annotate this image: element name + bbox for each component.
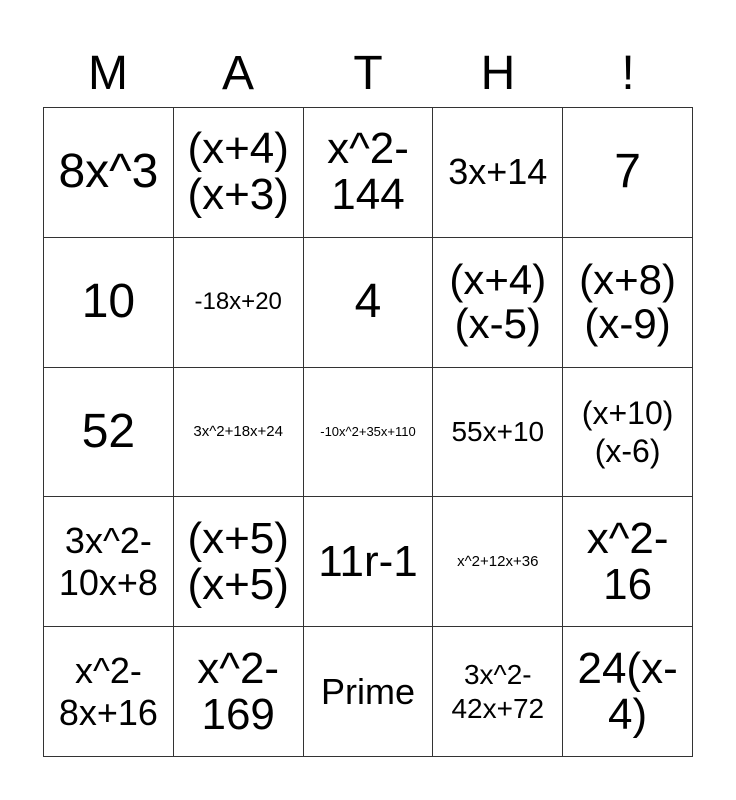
- bingo-cell[interactable]: x^2-169: [174, 627, 304, 757]
- bingo-cell[interactable]: (x+10)(x-6): [563, 368, 693, 498]
- bingo-cell[interactable]: 3x+14: [433, 108, 563, 238]
- header-letter-exclamation: !: [621, 47, 635, 100]
- bingo-cell[interactable]: x^2+12x+36: [433, 497, 563, 627]
- bingo-cell[interactable]: (x+4)(x+3): [174, 108, 304, 238]
- bingo-header: [43, 44, 693, 104]
- bingo-cell[interactable]: Prime: [304, 627, 434, 757]
- bingo-cell[interactable]: 10: [44, 238, 174, 368]
- header-letter-t: T: [353, 47, 383, 100]
- bingo-cell[interactable]: x^2-144: [304, 108, 434, 238]
- bingo-cell[interactable]: -18x+20: [174, 238, 304, 368]
- bingo-cell[interactable]: 52: [44, 368, 174, 498]
- bingo-cell[interactable]: (x+5)(x+5): [174, 497, 304, 627]
- bingo-cell[interactable]: 24(x-4): [563, 627, 693, 757]
- bingo-cell[interactable]: (x+4)(x-5): [433, 238, 563, 368]
- bingo-cell[interactable]: 8x^3: [44, 108, 174, 238]
- bingo-card-grid: [43, 107, 693, 757]
- header-letter-h: H: [480, 47, 516, 100]
- bingo-cell[interactable]: x^2-16: [563, 497, 693, 627]
- header-letter-m: M: [88, 47, 128, 100]
- bingo-cell[interactable]: 4: [304, 238, 434, 368]
- bingo-cell[interactable]: 3x^2-10x+8: [44, 497, 174, 627]
- bingo-cell[interactable]: 11r-1: [304, 497, 434, 627]
- bingo-cell[interactable]: (x+8)(x-9): [563, 238, 693, 368]
- bingo-cell[interactable]: 3x^2+18x+24: [174, 368, 304, 498]
- header-letter-a: A: [221, 47, 254, 100]
- bingo-cell[interactable]: 7: [563, 108, 693, 238]
- bingo-cell[interactable]: -10x^2+35x+110: [304, 368, 434, 498]
- bingo-cell[interactable]: x^2-8x+16: [44, 627, 174, 757]
- bingo-cell[interactable]: 3x^2-42x+72: [433, 627, 563, 757]
- bingo-cell[interactable]: 55x+10: [433, 368, 563, 498]
